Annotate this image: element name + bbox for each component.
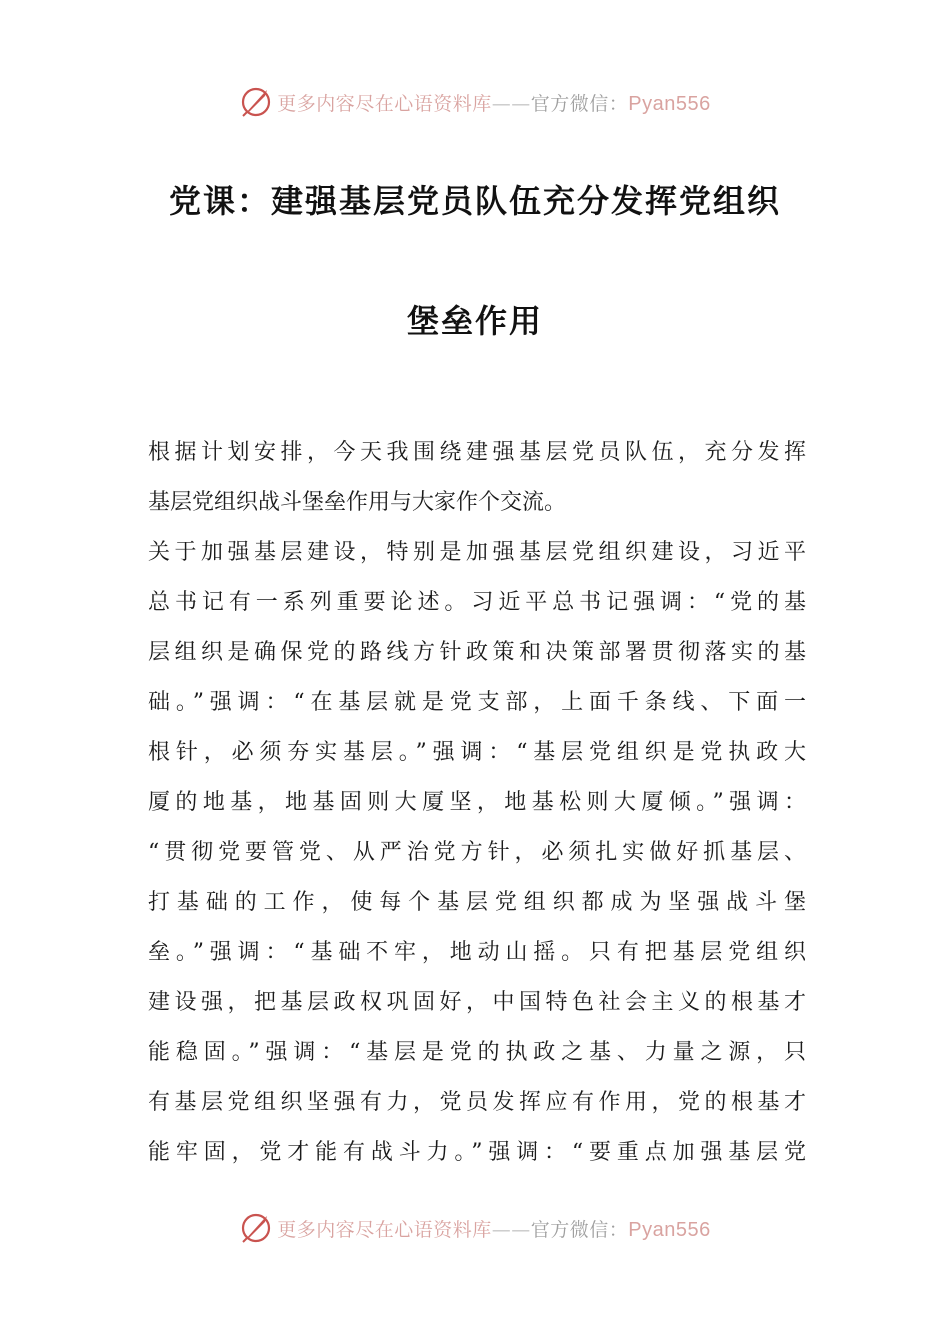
document-title-line-2: 堡垒作用 xyxy=(406,302,543,340)
body-line: 层组织是确保党的路线方针政策和决策部署贯彻落实的基 xyxy=(148,640,806,665)
watermark-promo: 更多内容尽在心语资料库 xyxy=(277,1218,492,1241)
body-line: 总书记有一系列重要论述。习近平总书记强调：“党的基 xyxy=(148,590,806,615)
footer-watermark xyxy=(0,1208,950,1248)
watermark-dash: —— xyxy=(491,92,531,115)
body-line: “贯彻党要管党、从严治党方针，必须扎实做好抓基层、 xyxy=(148,840,806,865)
document-body xyxy=(148,428,806,1178)
body-line: 根针，必须夯实基层。”强调：“基层党组织是党执政大 xyxy=(148,740,806,765)
body-line: 基层党组织战斗堡垒作用与大家作个交流。 xyxy=(148,490,567,515)
watermark-wechat-id: Pyan556 xyxy=(628,1218,711,1241)
watermark-wechat-id: Pyan556 xyxy=(628,92,711,115)
body-line: 有基层党组织坚强有力，党员发挥应有作用，党的根基才 xyxy=(148,1090,806,1115)
watermark-promo: 更多内容尽在心语资料库 xyxy=(277,92,492,115)
quill-logo-icon xyxy=(239,1211,273,1245)
watermark-wechat-label: 官方微信： xyxy=(530,1218,629,1241)
body-line: 能牢固，党才能有战斗力。”强调：“要重点加强基层党 xyxy=(148,1140,806,1165)
watermark-text xyxy=(277,1215,711,1242)
quill-logo-icon xyxy=(239,85,273,119)
body-line: 根据计划安排，今天我围绕建强基层党员队伍，充分发挥 xyxy=(148,440,806,465)
header-watermark xyxy=(0,82,950,122)
watermark-dash: —— xyxy=(491,1218,531,1241)
body-line: 建设强，把基层政权巩固好，中国特色社会主义的根基才 xyxy=(148,990,806,1015)
body-line: 打基础的工作，使每个基层党组织都成为坚强战斗堡 xyxy=(148,890,806,915)
watermark-wechat-label: 官方微信： xyxy=(530,92,629,115)
document-title-line-1: 党课：建强基层党员队伍充分发挥党组织 xyxy=(168,182,781,220)
watermark-text xyxy=(277,89,711,116)
body-line: 厦的地基，地基固则大厦坚，地基松则大厦倾。”强调： xyxy=(148,790,806,815)
body-line: 础。”强调：“在基层就是党支部，上面千条线、下面一 xyxy=(148,690,806,715)
body-line: 垒。”强调：“基础不牢，地动山摇。只有把基层党组织 xyxy=(148,940,806,965)
body-line: 能稳固。”强调：“基层是党的执政之基、力量之源，只 xyxy=(148,1040,806,1065)
body-line: 关于加强基层建设，特别是加强基层党组织建设，习近平 xyxy=(148,540,806,565)
